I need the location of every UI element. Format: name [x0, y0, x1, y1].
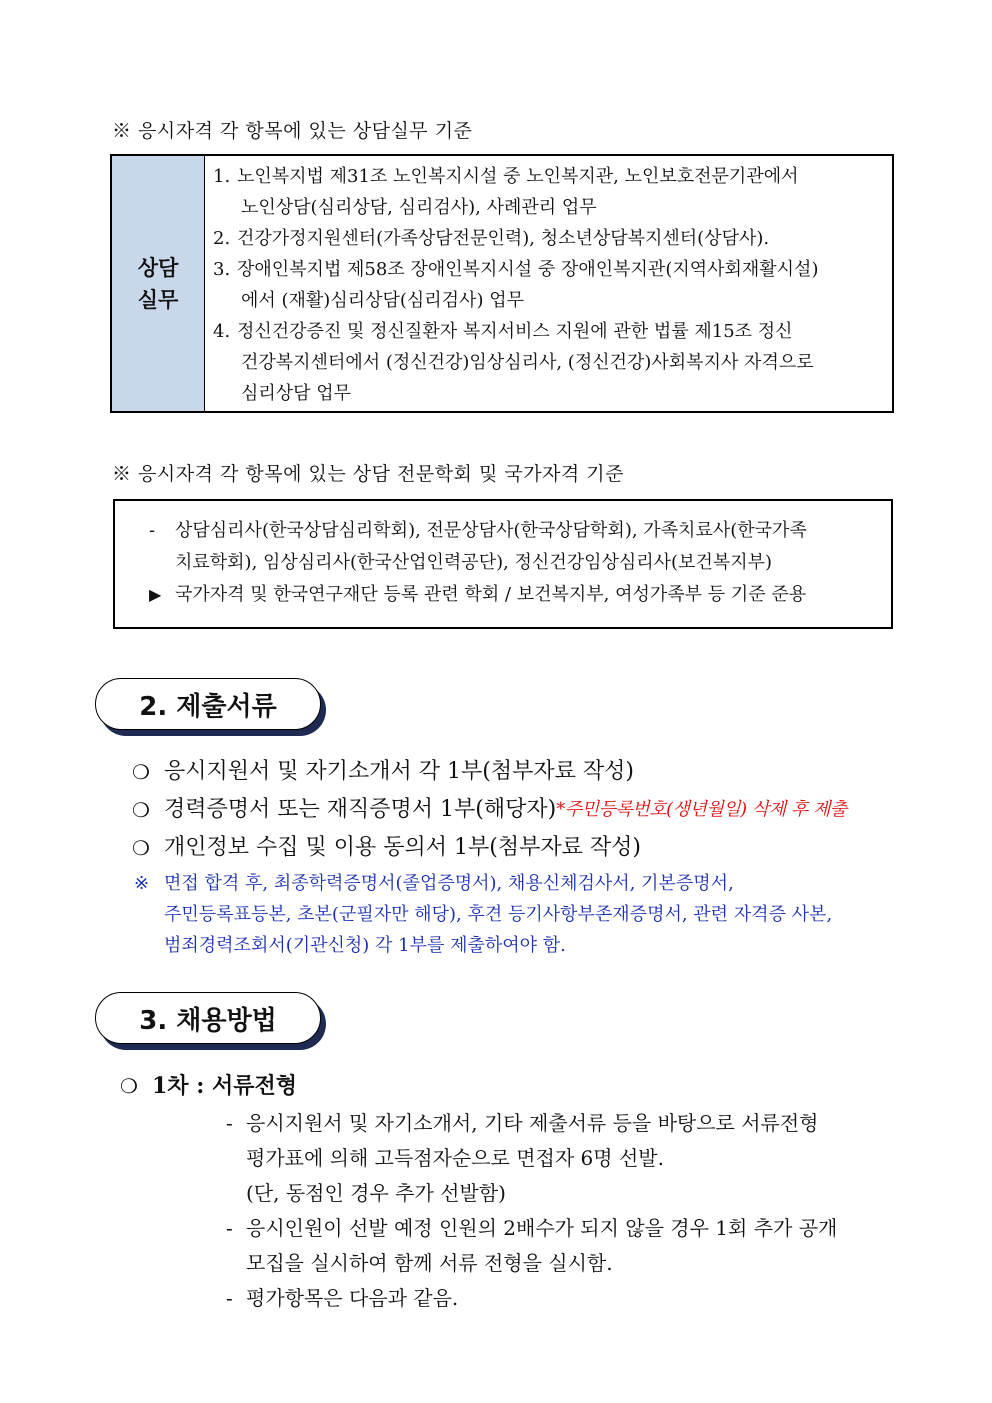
item-number: 3.: [213, 259, 231, 280]
step-1-details: [226, 1106, 898, 1316]
step-1-heading: [120, 1067, 297, 1105]
blue-note-line: 범죄경력조회서(기관신청) 각 1부를 제출하여야 함.: [164, 935, 566, 956]
practice-item-1: [213, 161, 884, 223]
counseling-practice-items: [205, 156, 892, 411]
blue-note-line: 면접 합격 후, 최종학력증명서(졸업증명서), 채용신체검사서, 기본증명서,: [164, 873, 734, 894]
document-item-1: [132, 753, 902, 791]
blue-note-line: 주민등록표등본, 초본(군필자만 해당), 후견 등기사항부존재증명서, 관련 자격증 사본,: [164, 904, 833, 925]
item-line: 노인상담(심리상담, 심리검사), 사례관리 업무: [241, 197, 597, 218]
note-mark: ※: [134, 873, 150, 894]
triangle-arrow-icon: ▶: [149, 585, 162, 604]
detail-line: (단, 동점인 경우 추가 선발함): [246, 1181, 506, 1205]
societies-note-text: 국가자격 및 한국연구재단 등록 관련 학회 / 보건복지부, 여성가족부 등 기준 준용: [175, 584, 807, 605]
item-line: 건강가정지원센터(가족상담전문인력), 청소년상담복지센터(상담사).: [237, 228, 770, 249]
circle-bullet-icon: ❍: [132, 798, 150, 822]
circle-bullet-icon: ❍: [120, 1074, 138, 1098]
practice-item-2: [213, 223, 884, 254]
item-line: 정신건강증진 및 정신질환자 복지서비스 지원에 관한 법률 제15조 정신: [237, 321, 793, 342]
document-text: 개인정보 수집 및 이용 동의서 1부(첨부자료 작성): [164, 835, 641, 860]
practice-item-3: [213, 254, 884, 316]
note-title-academic-societies: ※ 응시자격 각 항목에 있는 상담 전문학회 및 국가자격 기준: [112, 463, 624, 485]
documents-list: [132, 753, 902, 867]
detail-item-3: [226, 1281, 898, 1316]
dash-marker: -: [226, 1111, 233, 1135]
counseling-practice-label: [112, 156, 205, 411]
item-number: 4.: [213, 321, 231, 342]
societies-line: 상담심리사(한국상담심리학회), 전문상담사(한국상담학회), 가족치료사(한국가족: [175, 520, 807, 541]
circle-bullet-icon: ❍: [132, 760, 150, 784]
detail-item-2: [226, 1211, 898, 1281]
section-heading-documents: 2. 제출서류: [95, 678, 321, 730]
detail-line: 평가표에 의해 고득점자순으로 면접자 6명 선발.: [246, 1146, 664, 1170]
detail-line: 평가항목은 다음과 같음.: [246, 1286, 459, 1310]
detail-item-1: [226, 1106, 898, 1211]
circle-bullet-icon: ❍: [132, 836, 150, 860]
detail-line: 모집을 실시하여 함께 서류 전형을 실시함.: [246, 1251, 613, 1275]
societies-list: [149, 515, 867, 579]
document-text: 경력증명서 또는 재직증명서 1부(해당자): [164, 797, 557, 822]
document-text: 응시지원서 및 자기소개서 각 1부(첨부자료 작성): [164, 759, 634, 784]
detail-line: 응시지원서 및 자기소개서, 기타 제출서류 등을 바탕으로 서류전형: [246, 1111, 819, 1135]
societies-note: [149, 579, 867, 611]
academic-societies-box: [113, 499, 893, 629]
item-line: 심리상담 업무: [241, 383, 352, 404]
dash-marker: -: [149, 520, 156, 541]
item-number: 2.: [213, 228, 231, 249]
step-1-title: 1차 : 서류전형: [152, 1073, 298, 1099]
document-item-3: [132, 829, 902, 867]
detail-line: 응시인원이 선발 예정 인원의 2배수가 되지 않을 경우 1회 추가 공개: [246, 1216, 838, 1240]
label-line-1: 상담: [137, 255, 179, 280]
dash-marker: -: [226, 1216, 233, 1240]
item-line: 에서 (재활)심리상담(심리검사) 업무: [241, 290, 524, 311]
label-line-2: 실무: [137, 287, 179, 312]
item-line: 건강복지센터에서 (정신건강)임상심리사, (정신건강)사회복지사 자격으로: [241, 352, 814, 373]
documents-blue-note: [134, 868, 896, 961]
section-heading-hiring-method: 3. 채용방법: [95, 992, 321, 1044]
document-item-2: [132, 791, 902, 829]
item-line: 노인복지법 제31조 노인복지시설 중 노인복지관, 노인보호전문기관에서: [237, 166, 799, 187]
item-line: 장애인복지법 제58조 장애인복지시설 중 장애인복지관(지역사회재활시설): [237, 259, 819, 280]
item-number: 1.: [213, 166, 231, 187]
practice-item-4: [213, 316, 884, 409]
red-note: *주민등록번호(생년월일) 삭제 후 제출: [556, 799, 847, 820]
counseling-practice-table: [110, 154, 894, 413]
societies-line: 치료학회), 임상심리사(한국산업인력공단), 정신건강임상심리사(보건복지부): [175, 552, 773, 573]
dash-marker: -: [226, 1286, 233, 1310]
note-title-counseling-practice: ※ 응시자격 각 항목에 있는 상담실무 기준: [112, 120, 473, 142]
